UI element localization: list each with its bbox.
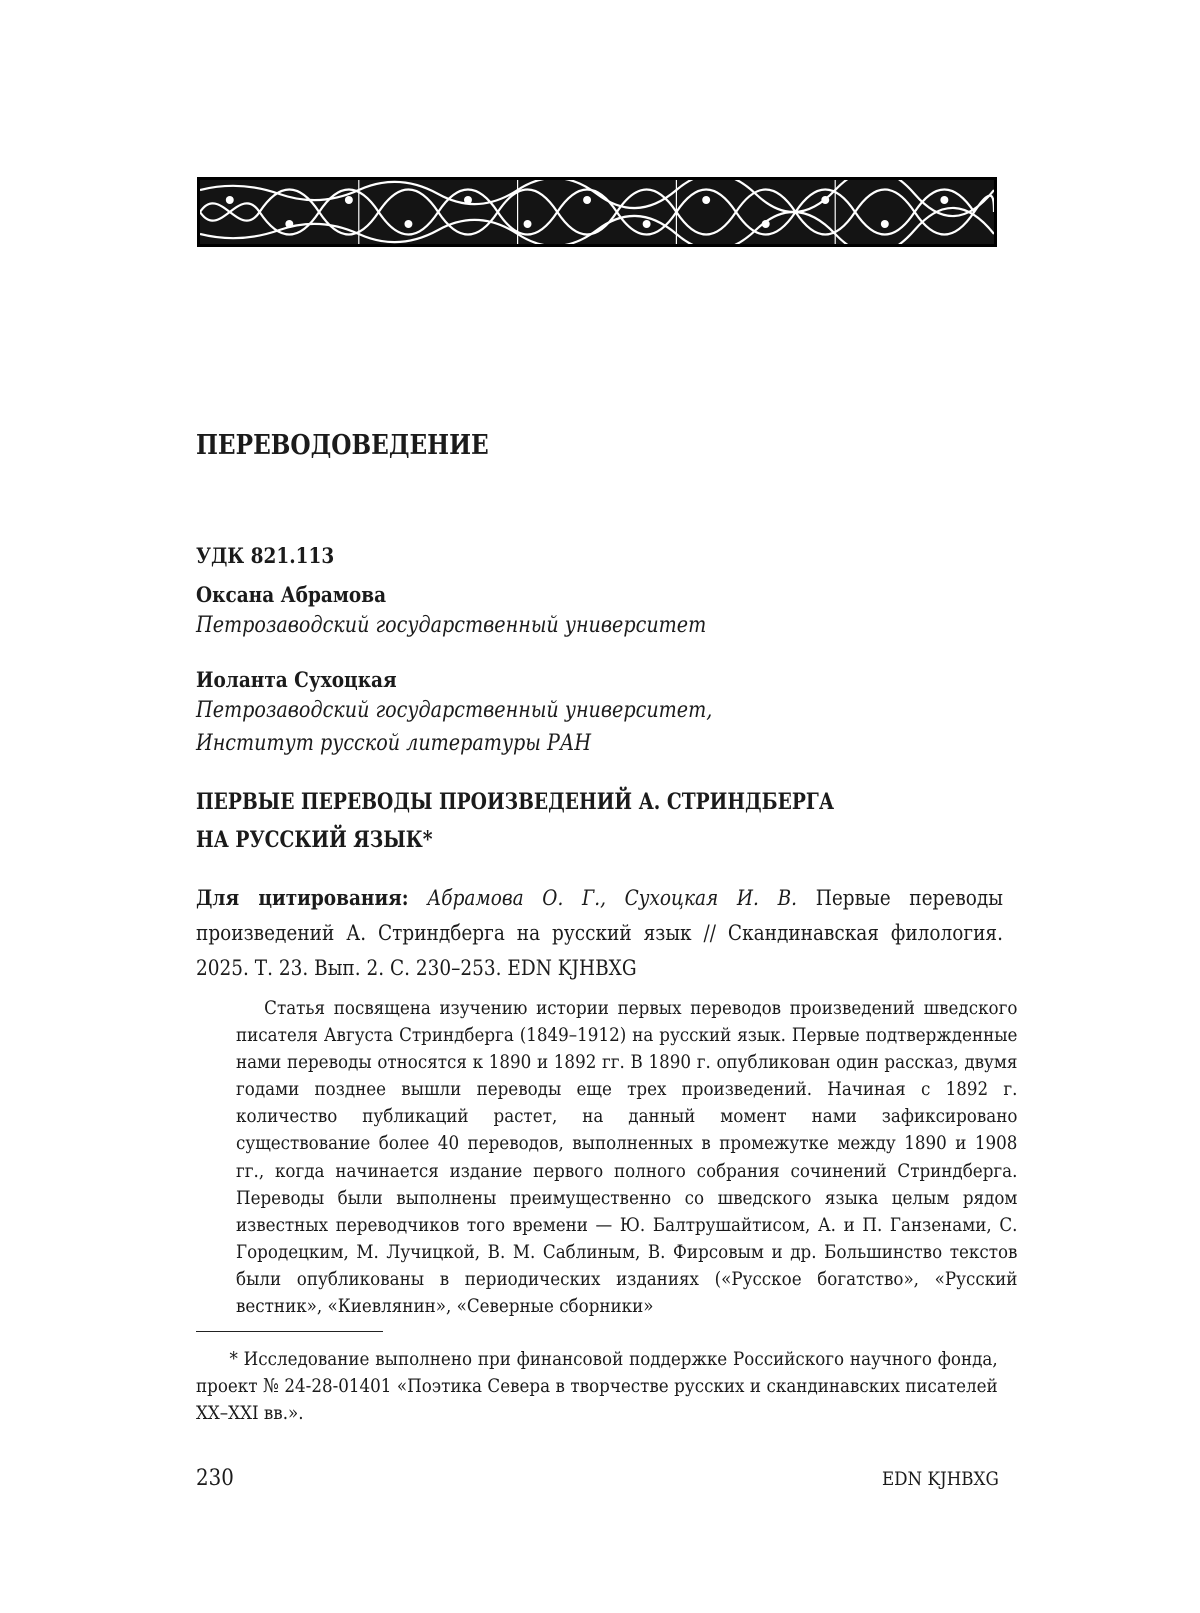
- author-affiliation: Петрозаводский государственный университет,: [196, 698, 713, 723]
- page-number: 230: [196, 1466, 234, 1491]
- author-affiliation: Институт русской литературы РАН: [196, 731, 592, 756]
- article-title-line: ПЕРВЫЕ ПЕРЕВОДЫ ПРОИЗВЕДЕНИЙ А. СТРИНДБЕРГА: [196, 789, 835, 815]
- citation-label: Для цитирования:: [196, 885, 409, 910]
- abstract: Статья посвящена изучению истории первых переводов произведений шведского писателя Августа Стриндберга (1849–1912) на русский язык. Первые подтвержденные нами переводы относятся к 1890 и 1892 гг. В 1890 г. опубликован один рассказ, двумя годами позднее вышли переводы еще трех произведений. Начиная с 1892 г. количество публикаций растет, на данный момент нами зафиксировано существование более 40 переводов, выполненных в промежутке между 1890 и 1908 гг., когда начинается издание первого полного собрания сочинений Стриндберга. Переводы были выполнены преимущественно со шведского языка целым рядом известных переводчиков того времени — Ю. Балтрушайтисом, А. и П. Ганзенами, С. Городецким, М. Лучицкой, В. М. Саблиным, В. Фирсовым и др. Большинство текстов были опубликованы в периодических изданиях («Русское богатство», «Русский вестник», «Киевлянин», «Северные сборники»: [236, 997, 1018, 1318]
- article-title-line: НА РУССКИЙ ЯЗЫК*: [196, 827, 433, 853]
- footnote: * Исследование выполнено при финансовой поддержке Российского научного фонда, проект № 24-28-01401 «Поэтика Севера в творчестве русских и скандинавских писателей XX–XXI вв.».: [196, 1348, 998, 1424]
- author-name: Оксана Абрамова: [196, 582, 387, 607]
- udc-code: УДК 821.113: [196, 543, 335, 568]
- author-name: Иоланта Сухоцкая: [196, 667, 397, 692]
- citation-authors: Абрамова О. Г., Сухоцкая И. В.: [427, 886, 798, 910]
- author-affiliation: Петрозаводский государственный университет: [196, 613, 707, 638]
- citation-text: Первые переводы произведений А. Стриндберга на русский язык // Скандинавская филология. 2025. Т. 23. Вып. 2. С. 230–253. EDN KJHBXG: [196, 886, 1003, 980]
- citation: [196, 880, 1003, 986]
- footnote-divider: [196, 1331, 383, 1332]
- celtic-knot-ornament-icon: [197, 177, 997, 247]
- edn-code: EDN KJHBXG: [882, 1468, 999, 1490]
- section-title: ПЕРЕВОДОВЕДЕНИЕ: [196, 430, 489, 461]
